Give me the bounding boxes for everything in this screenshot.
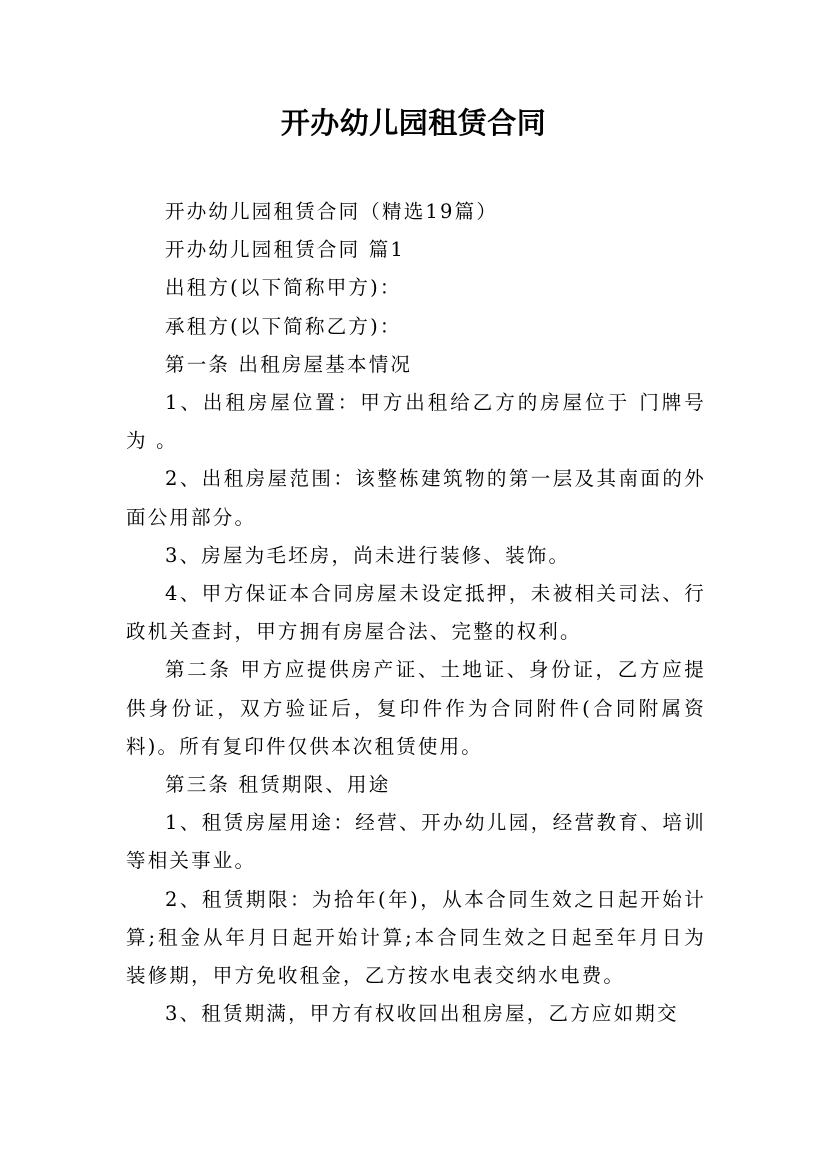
paragraph-article-3-item-2: 2、租赁期限：为拾年(年)，从本合同生效之日起开始计算;租金从年月日起开始计算;本合同生效之日起至年月日为装修期，甲方免收租金，乙方按水电表交纳水电费。 [126,887,706,988]
paragraph-article-1-item-2: 2、出租房屋范围：该整栋建筑物的第一层及其南面的外面公用部分。 [126,467,706,529]
paragraph-lessee: 承租方(以下简称乙方)： [165,314,402,338]
paragraph-article-3-item-3: 3、租赁期满，甲方有权收回出租房屋，乙方应如期交 [165,1002,679,1026]
paragraph-article-1-item-3: 3、房屋为毛坯房，尚未进行装修、装饰。 [165,543,571,567]
paragraph-article-3-item-1: 1、租赁房屋用途：经营、开办幼儿园，经营教育、培训等相关事业。 [126,811,706,873]
paragraph-article-3-heading: 第三条 租赁期限、用途 [165,773,391,797]
document-body [126,193,706,1033]
document-title: 开办幼儿园租赁合同 [280,106,547,140]
paragraph-subtitle: 开办幼儿园租赁合同（精选19篇） [165,200,499,223]
paragraph-article-2: 第二条 甲方应提供房产证、土地证、身份证，乙方应提供身份证，双方验证后，复印件作为合同附件(合同附属资料)。所有复印件仅供本次租赁使用。 [126,658,706,758]
paragraph-lessor: 出租方(以下简称甲方)： [165,276,402,300]
paragraph-article-1-item-4: 4、甲方保证本合同房屋未设定抵押，未被相关司法、行政机关查封，甲方拥有房屋合法、完整的权利。 [126,582,706,644]
paragraph-article-1-item-1: 1、出租房屋位置：甲方出租给乙方的房屋位于 门牌号为 。 [126,391,706,453]
paragraph-section-heading: 开办幼儿园租赁合同 篇1 [165,238,406,262]
paragraph-article-1-heading: 第一条 出租房屋基本情况 [165,352,413,376]
